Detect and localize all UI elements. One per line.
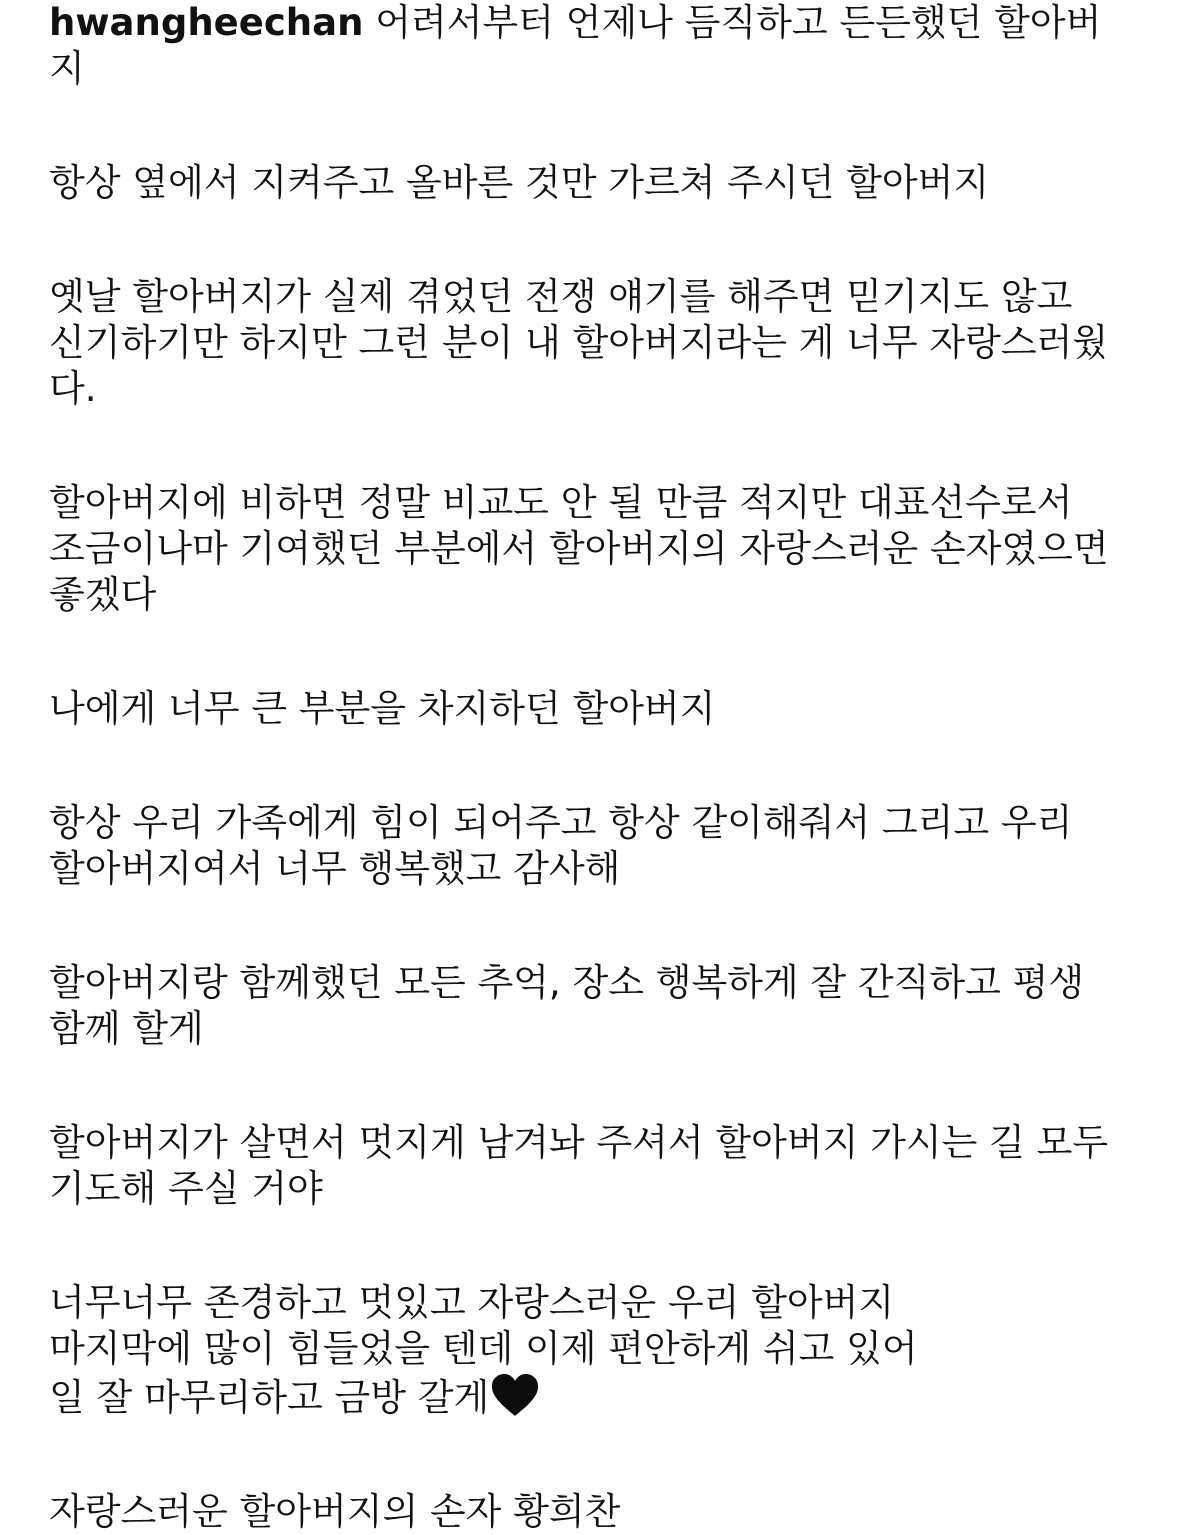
caption-line: 좋겠다 [49,573,157,616]
caption-line: 기도해 주실 거야 [49,1167,323,1210]
caption-line: 할아버지에 비하면 정말 비교도 안 될 만큼 적지만 대표선수로서 [49,481,1073,524]
caption-paragraph [49,800,1139,892]
caption-line: 할아버지가 살면서 멋지게 남겨놔 주셔서 할아버지 가시는 길 모두 [49,1121,1109,1164]
caption-line: 너무너무 존경하고 멋있고 자랑스러운 우리 할아버지 [49,1281,895,1324]
caption-line: 항상 우리 가족에게 힘이 되어주고 항상 같이해줘서 그리고 우리 [49,801,1073,844]
caption-paragraph [49,274,1139,412]
caption-line: 조금이나마 기여했던 부분에서 할아버지의 자랑스러운 손자였으면 [49,527,1109,570]
caption-paragraph [49,0,1139,92]
caption-line [49,0,1139,46]
post-caption [49,0,1139,1535]
caption-paragraph [49,960,1139,1052]
caption-signature: 자랑스러운 할아버지의 손자 황희찬 [49,1490,621,1533]
caption-line: 나에게 너무 큰 부분을 차지하던 할아버지 [49,687,716,730]
caption-line: 할아버지여서 너무 행복했고 감사해 [49,847,621,890]
caption-paragraph [49,686,1139,732]
caption-line [49,1372,1139,1421]
caption-paragraph [49,1489,1139,1535]
caption-line: 지 [49,47,85,90]
caption-paragraph [49,1280,1139,1421]
caption-line: 함께 할게 [49,1007,204,1050]
caption-line: 할아버지랑 함께했던 모든 추억, 장소 행복하게 잘 간직하고 평생 [49,961,1085,1004]
black-heart-icon [489,1372,541,1418]
username-link[interactable]: hwangheechan [49,1,364,44]
caption-line: 항상 옆에서 지켜주고 올바른 것만 가르쳐 주시던 할아버지 [49,161,990,204]
caption-line: 옛날 할아버지가 실제 겪었던 전쟁 얘기를 해주면 믿기지도 않고 [49,275,1073,318]
caption-text: 어려서부터 언제나 듬직하고 든든했던 할아버 [375,1,1102,44]
caption-text: 일 잘 마무리하고 금방 갈게 [49,1376,490,1419]
caption-line: 신기하기만 하지만 그런 분이 내 할아버지라는 게 너무 자랑스러웠 [49,321,1109,364]
caption-line: 마지막에 많이 힘들었을 텐데 이제 편안하게 쉬고 있어 [49,1327,918,1370]
caption-paragraph [49,480,1139,618]
caption-line: 다. [49,367,97,410]
caption-paragraph [49,1120,1139,1212]
caption-paragraph [49,160,1139,206]
